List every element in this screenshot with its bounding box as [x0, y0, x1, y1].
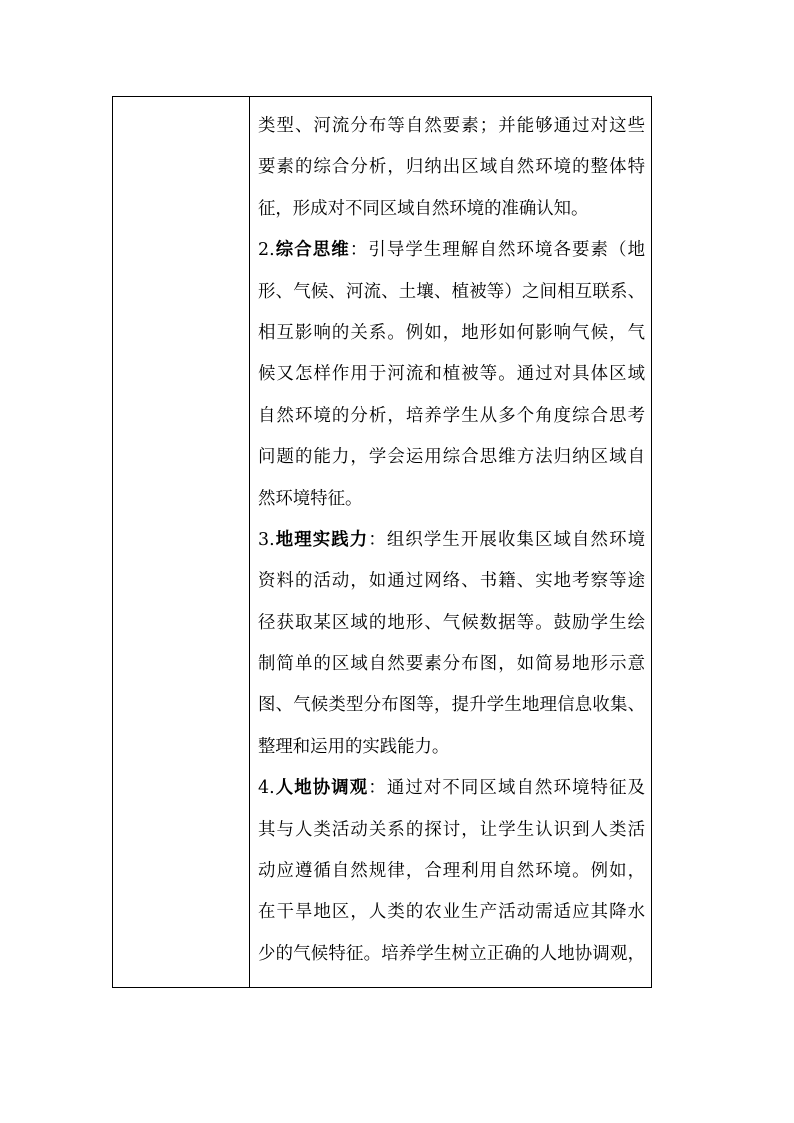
text-line [258, 313, 645, 354]
text-segment: 候又怎样作用于河流和植被等。通过对具体区域 [258, 364, 645, 385]
text-line [258, 892, 645, 933]
text-segment: 图、气候类型分布图等，提升学生地理信息收集、 [258, 695, 645, 716]
text-segment: 4. [258, 778, 275, 799]
text-segment: 少的气候特征。培养学生树立正确的人地协调观， [258, 943, 645, 964]
text-line [258, 520, 645, 561]
text-line [258, 561, 645, 602]
text-segment: 整理和运用的实践能力。 [258, 736, 450, 757]
text-segment: 自然环境的分析，培养学生从多个角度综合思考 [258, 405, 645, 426]
text-segment: 径获取某区域的地形、气候数据等。鼓励学生绘 [258, 612, 645, 633]
text-segment: 然环境特征。 [258, 488, 363, 509]
text-segment: 其与人类活动关系的探讨，让学生认识到人类活 [258, 819, 645, 840]
text-segment: 在干旱地区，人类的农业生产活动需适应其降水 [258, 902, 645, 923]
text-line [258, 396, 645, 437]
text-line [258, 685, 645, 726]
paragraph-block [258, 106, 645, 975]
content-table [112, 96, 652, 988]
section-heading: 人地协调观 [274, 778, 369, 799]
text-segment: ：引导学生理解自然环境各要素（地 [349, 240, 645, 261]
text-line [258, 189, 645, 230]
text-segment: 要素的综合分析，归纳出区域自然环境的整体特 [258, 157, 645, 178]
text-line [258, 810, 645, 851]
text-segment: ：通过对不同区域自然环境特征及 [368, 778, 645, 799]
text-line [258, 603, 645, 644]
text-line [258, 230, 645, 271]
text-segment: 类型、河流分布等自然要素；并能够通过对这些 [258, 116, 645, 136]
text-line [258, 147, 645, 188]
text-segment: 2. [258, 240, 275, 261]
text-line [258, 644, 645, 685]
text-segment: ：组织学生开展收集区域自然环境 [368, 529, 645, 550]
text-line [258, 272, 645, 313]
text-line [258, 727, 645, 768]
text-line [258, 106, 645, 147]
text-segment: 3. [258, 529, 275, 550]
text-segment: 制简单的区域自然要素分布图，如简易地形示意 [258, 654, 645, 675]
text-segment: 问题的能力，学会运用综合思维方法归纳区域自 [258, 447, 645, 468]
section-heading: 综合思维 [274, 240, 350, 261]
text-line [258, 934, 645, 975]
text-line [258, 479, 645, 520]
text-line [258, 354, 645, 395]
text-segment: 征，形成对不同区域自然环境的准确认知。 [258, 198, 589, 219]
table-label-cell [113, 97, 250, 987]
text-segment: 资料的活动，如通过网络、书籍、实地考察等途 [258, 571, 645, 592]
text-segment: 动应遵循自然规律，合理利用自然环境。例如， [258, 861, 645, 882]
text-line [258, 851, 645, 892]
text-line [258, 437, 645, 478]
text-line [258, 768, 645, 809]
text-segment: 相互影响的关系。例如，地形如何影响气候，气 [258, 322, 645, 343]
section-heading: 地理实践力 [274, 529, 369, 550]
table-content-cell [250, 97, 651, 987]
text-segment: 形、气候、河流、土壤、植被等）之间相互联系、 [258, 281, 645, 302]
